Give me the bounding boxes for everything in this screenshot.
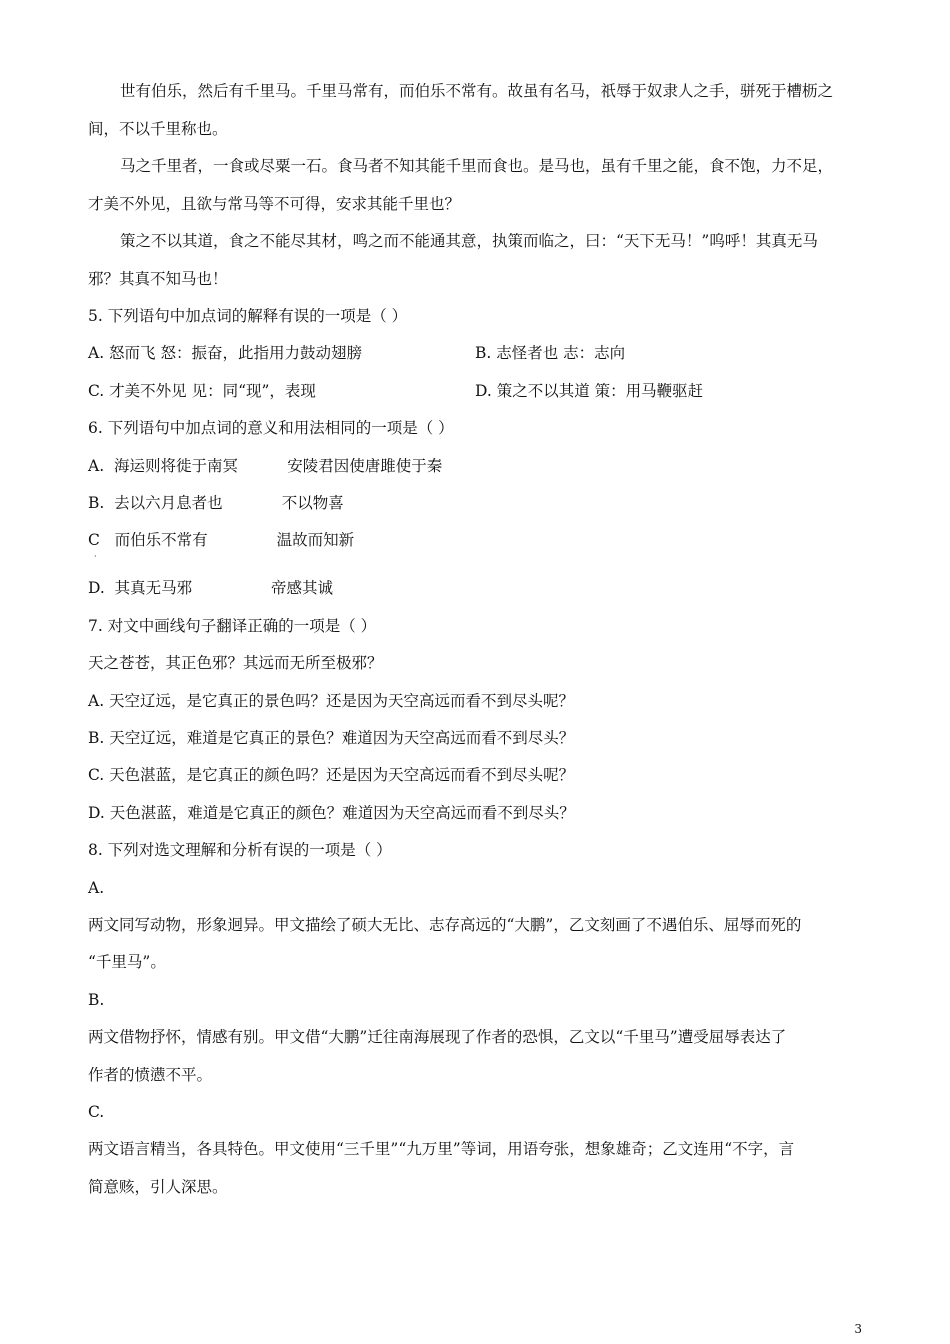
- q5-option-a: A. 怒而飞 怒：振奋，此指用力鼓动翅膀: [88, 344, 362, 362]
- q6-option-c: C 而伯乐不常有 温故而知新: [88, 531, 355, 549]
- q7-option-b: B. 天空辽远，难道是它真正的景色？难道因为天空高远而看不到尽头？: [88, 729, 575, 747]
- q5-option-b: B. 志怪者也 志：志向: [475, 344, 626, 362]
- passage-p3-line1: 策之不以其道，食之不能尽其材，鸣之而不能通其意，执策而临之，曰：“天下无马！”呜呼！其真无马: [120, 232, 818, 250]
- q8-option-b-line2: 作者的愤懑不平。: [88, 1066, 213, 1084]
- q8-option-a-line2: “千里马”。: [88, 953, 166, 971]
- q7-option-a: A. 天空辽远，是它真正的景色吗？还是因为天空高远而看不到尽头呢？: [88, 692, 575, 710]
- q5-option-c: C. 才美不外见 见：同“现”，表现: [88, 382, 316, 400]
- q5-option-d: D. 策之不以其道 策：用马鞭驱赶: [475, 382, 704, 400]
- q6-option-a: A. 海运则将徙于南冥 安陵君因使唐雎使于秦: [88, 457, 443, 475]
- stray-dot: ·: [94, 552, 97, 561]
- q8-option-c-line1: 两文语言精当，各具特色。甲文使用“三千里”“九万里”等词，用语夸张，想象雄奇；乙文连用“不字，言: [88, 1140, 795, 1158]
- q8-option-a-line1: 两文同写动物，形象迥异。甲文描绘了硕大无比、志存高远的“大鹏”，乙文刻画了不遇伯乐、屈辱而死的: [88, 916, 802, 934]
- passage-p2-line2: 才美不外见，且欲与常马等不可得，安求其能千里也？: [88, 195, 461, 213]
- page-number: 3: [854, 1322, 862, 1336]
- q8-option-b-label: B.: [88, 991, 105, 1009]
- q6-stem: 6. 下列语句中加点词的意义和用法相同的一项是（ ）: [88, 419, 454, 437]
- passage-p1-line1: 世有伯乐，然后有千里马。千里马常有，而伯乐不常有。故虽有名马，祇辱于奴隶人之手，骈死于槽枥之: [120, 82, 834, 100]
- q8-stem: 8. 下列对选文理解和分析有误的一项是（ ）: [88, 841, 392, 859]
- q8-option-a-label: A.: [88, 879, 105, 897]
- q8-option-c-label: C.: [88, 1103, 105, 1121]
- q7-sentence: 天之苍苍，其正色邪？其远而无所至极邪？: [88, 654, 383, 672]
- passage-p3-line2: 邪？其真不知马也！: [88, 270, 228, 288]
- q5-stem: 5. 下列语句中加点词的解释有误的一项是（ ）: [88, 307, 408, 325]
- passage-p1-line2: 间，不以千里称也。: [88, 120, 228, 138]
- q8-option-c-line2: 简意赅，引人深思。: [88, 1178, 228, 1196]
- passage-p2-line1: 马之千里者，一食或尽粟一石。食马者不知其能千里而食也。是马也，虽有千里之能，食不饱，力不足，: [120, 157, 834, 175]
- q6-option-b: B. 去以六月息者也 不以物喜: [88, 494, 344, 512]
- q7-stem: 7. 对文中画线句子翻译正确的一项是（ ）: [88, 617, 377, 635]
- q6-option-d: D. 其真无马邪 帝感其诚: [88, 579, 333, 597]
- q8-option-b-line1: 两文借物抒怀，情感有别。甲文借“大鹏”迁往南海展现了作者的恐惧，乙文以“千里马”遭受屈辱表达了: [88, 1028, 787, 1046]
- q7-option-d: D. 天色湛蓝，难道是它真正的颜色？难道因为天空高远而看不到尽头？: [88, 804, 575, 822]
- q7-option-c: C. 天色湛蓝，是它真正的颜色吗？还是因为天空高远而看不到尽头呢？: [88, 766, 575, 784]
